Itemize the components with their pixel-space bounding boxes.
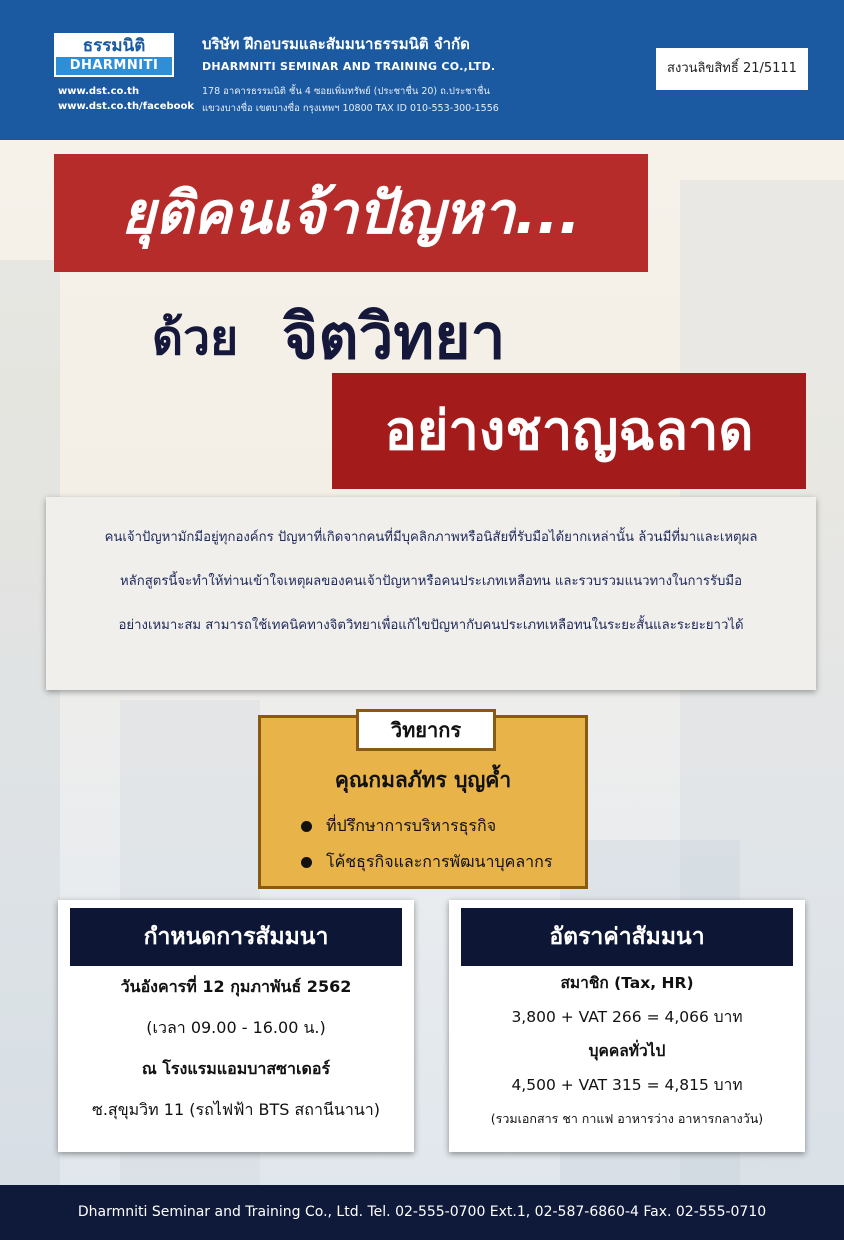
company-name-english: DHARMNITI SEMINAR AND TRAINING CO.,LTD. bbox=[202, 60, 496, 73]
description-line: หลักสูตรนี้จะทำให้ท่านเข้าใจเหตุผลของคนเจ้าปัญหาหรือคนประเภทเหลือทน และรวบรวมแนวทางในการรับมือ bbox=[119, 574, 743, 589]
schedule-card bbox=[58, 900, 414, 1152]
headline-subbanner: อย่างชาญฉลาด bbox=[332, 373, 806, 489]
general-price: 4,500 + VAT 315 = 4,815 บาท bbox=[511, 1076, 743, 1094]
logo-thai-text: ธรรมนิติ bbox=[82, 36, 146, 56]
fee-details bbox=[449, 966, 805, 1136]
seminar-date: วันอังคารที่ 12 กุมภาพันธ์ 2562 bbox=[120, 977, 352, 996]
fee-note: (รวมเอกสาร ชา กาแฟ อาหารว่าง อาหารกลางวัน) bbox=[490, 1111, 764, 1126]
footer-contact: Dharmniti Seminar and Training Co., Ltd. Tel. 02-555-0700 Ext.1, 02-587-6860-4 Fax. 02-555-0710 bbox=[0, 1185, 844, 1240]
fee-card bbox=[449, 900, 805, 1152]
general-label: บุคคลทั่วไป bbox=[588, 1042, 666, 1060]
headline-banner: ยุติคนเจ้าปัญหา... bbox=[54, 154, 648, 272]
company-address-line2: แขวงบางซื่อ เขตบางซื่อ กรุงเทพฯ 10800 TAX ID 010-553-300-1556 bbox=[202, 103, 499, 114]
headline-main: จิตวิทยา bbox=[282, 300, 506, 373]
member-label: สมาชิก (Tax, HR) bbox=[560, 974, 694, 992]
logo-en-text: DHARMNITI bbox=[56, 57, 172, 75]
list-item bbox=[301, 844, 552, 880]
description-line: คนเจ้าปัญหามักมีอยู่ทุกองค์กร ปัญหาที่เกิดจากคนที่มีบุคลิกภาพหรือนิสัยที่รับมือได้ยากเหล่านั้น ล้วนมีที่มาและเหตุผล bbox=[104, 530, 758, 545]
copyright-badge: สงวนลิขสิทธิ์ 21/5111 bbox=[656, 48, 808, 90]
speaker-roles bbox=[301, 808, 552, 880]
headline-prefix: ด้วย bbox=[152, 310, 239, 366]
list-item bbox=[301, 808, 552, 844]
speaker-label: วิทยากร bbox=[356, 709, 496, 751]
description-line: อย่างเหมาะสม สามารถใช้เทคนิคทางจิตวิทยาเพื่อแก้ไขปัญหากับคนประเภทเหลือทนในระยะสั้นและระยะยาวได้ bbox=[118, 618, 744, 633]
dharmniti-logo[interactable] bbox=[54, 33, 174, 77]
seminar-time: (เวลา 09.00 - 16.00 น.) bbox=[146, 1018, 326, 1037]
schedule-details bbox=[58, 966, 414, 1130]
seminar-location: ซ.สุขุมวิท 11 (รถไฟฟ้า BTS สถานีนานา) bbox=[91, 1100, 380, 1119]
course-description bbox=[46, 497, 816, 690]
speaker-role: โค้ชธุรกิจและการพัฒนาบุคลากร bbox=[326, 851, 553, 871]
website-link[interactable]: www.dst.co.th bbox=[58, 86, 140, 97]
company-address-line1: 178 อาคารธรรมนิติ ชั้น 4 ซอยเพิ่มทรัพย์ (ประชาชื่น 20) ถ.ประชาชื่น bbox=[202, 86, 490, 97]
speaker-name: คุณกมลภัทร บุญค้ำ bbox=[334, 768, 512, 792]
company-name-thai: บริษัท ฝึกอบรมและสัมมนาธรรมนิติ จำกัด bbox=[202, 35, 470, 53]
member-price: 3,800 + VAT 266 = 4,066 บาท bbox=[511, 1008, 743, 1026]
facebook-link[interactable]: www.dst.co.th/facebook bbox=[58, 101, 195, 112]
fee-heading: อัตราค่าสัมมนา bbox=[461, 908, 793, 966]
bullet-icon bbox=[301, 821, 312, 832]
speaker-panel bbox=[258, 715, 588, 889]
schedule-heading: กำหนดการสัมมนา bbox=[70, 908, 402, 966]
bullet-icon bbox=[301, 857, 312, 868]
header-bar bbox=[0, 0, 844, 140]
speaker-role: ที่ปรึกษาการบริหารธุรกิจ bbox=[326, 815, 497, 835]
seminar-venue: ณ โรงแรมแอมบาสซาเดอร์ bbox=[141, 1059, 331, 1078]
